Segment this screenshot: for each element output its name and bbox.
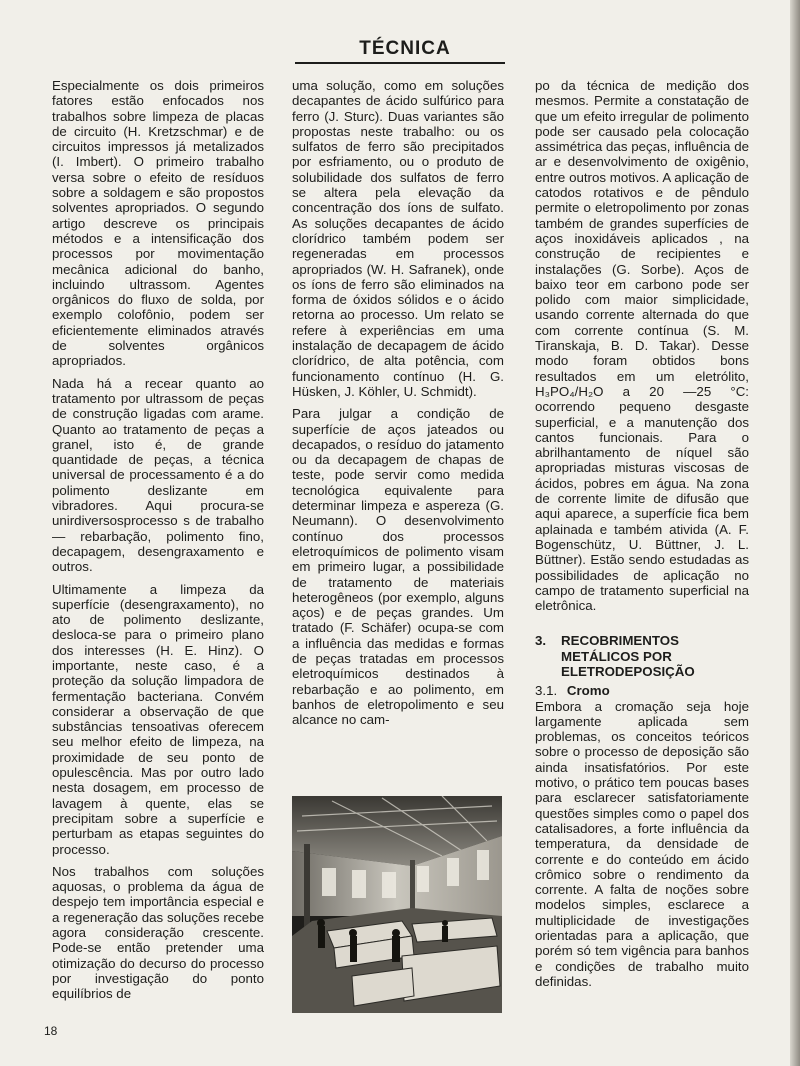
section-title: RECOBRIMENTOS METÁLICOS POR ELETRODEPOSIÇÃO: [561, 633, 695, 679]
paragraph: Ultimamente a limpeza da superfície (desengraxamento), no ato de polimento deslizante, desloca-se para o primeiro plano dos interesses (H. E. Hinz). O importante, neste caso, é a proteção da solução limpadora de fermentação bacteriana. Convém considerar a observação de que substâncias tensoativas oferecem seu melhor efeito de limpeza, na proximidade de seu ponto de opulescência. Mas por outro lado nesta dosagem, em processo de lavagem à quente, elas se precipitam sobre a superfície e perturbam as etapas seguintes do processo.: [52, 581, 264, 857]
subsection-title: Cromo: [566, 683, 610, 699]
subsection-number: 3.1.: [535, 683, 558, 699]
factory-hall-illustration: [292, 796, 502, 1013]
header-rule: [295, 62, 505, 64]
page-number: 18: [44, 1024, 58, 1038]
paragraph: po da técnica de medição dos mesmos. Permite a constatação de que um efeito irregular de polimento pode ser causado pela colocação assimétrica das peças, influência de ar e desenvolvimento de oxigênio, entre outros motivos. A aplicação de catodos rotativos e de pêndulo permite o eletropolimento por zonas também de grandes superfícies de aços inoxidáveis aplicados , na construção de recipientes e instalações (G. Sorbe). Aços de baixo teor em carbono pode ser polido com maior simplicidade, usando corrente alternada do que com corrente contínua (S. M. Tiranskaja, B. D. Takar). Desse modo foram obtidos bons resultados em um eletrólito, H₃PO₄/H₂O a 20 —25 °C: ocorrendo pequeno desgaste superficial, e a manutenção dos cantos funcionais. Para o abrilhantamento de níquel são apropriadas misturas viscosas de ácidos, pobres em água. Na zona de corrente limite de difusão que aqui aparece, a superfície fica bem aplainada e também ativida (A. F. Bogenschütz, U. Büttner, J. L. Büttner). Estão sendo estudadas as possibilidades de aplicação no campo de tratamento superficial na eletrônica.: [535, 78, 749, 614]
section-header-title: TÉCNICA: [359, 38, 451, 59]
paragraph: Embora a cromação seja hoje largamente aplicada sem problemas, os conceitos teóricos sobre o processo de deposição são ainda insatisfatórios. Por este motivo, o prático tem poucas bases para esclarecer satisfatoriamente questões simples como o papel dos catalisadores, a forte influência da temperatura, da densidade de corrente e do conteúdo em ácido crômico sobre o rendimento da corrente. A falta de noções sobre modelos simples, esclarece a multiplicidade de investigações orientadas para a aplicação, que porém só tem vigência para banhos e condições de trabalho muito definidas.: [535, 698, 749, 989]
paragraph: Especialmente os dois primeiros fatores estão enfocados nos trabalhos sobre limpeza de placas de circuito (H. Kretzschmar) e de circuitos impressos já metalizados (I. Imbert). O primeiro trabalho versa sobre o efeito de resíduos sobre a soldagem e são propostos solventes apropriados. O segundo artigo descreve os principais métodos e a intensificação dos processos por movimentação mecânica adicional do banho, incluindo ultrassom. Agentes orgânicos do fluxo de solda, por exemplo colofônio, podem ser eficientemente eliminados através de solventes orgânicos apropriados.: [52, 78, 264, 369]
factory-photo: [292, 796, 502, 1013]
text-column-3: [535, 78, 749, 996]
paragraph: uma solução, como em soluções decapantes de ácido sulfúrico para ferro (J. Sturc). Duas variantes são propostas neste trabalho: ou os sulfatos de ferro são precipitados por esfriamento, ou o produto de solubilidade dos sulfatos de ferro se altera pela elevação da concentração dos íons de sulfato. As soluções decapantes de ácido clorídrico também podem ser regeneradas em processos apropriados (W. H. Safranek), onde os íons de ferro são eliminados na forma de óxidos sólidos e o ácido retorna ao processo. Um relato se refere à experiências em uma instalação de decapagem de ácido clorídrico, de alta potência, com funcionamento contínuo (H. G. Hüsken, J. Köhler, U. Schmidt).: [292, 78, 504, 399]
text-column-1: [52, 78, 264, 1009]
page-edge-shadow: [790, 0, 800, 1066]
section-number: 3.: [535, 633, 547, 649]
paragraph: Nos trabalhos com soluções aquosas, o problema da água de despejo tem importância especial e a regeneração das soluções recebe agora consideração crescente. Pode-se então pretender uma otimização do decurso do processo por investigação do ponto equilíbrios de: [52, 863, 264, 1002]
paragraph: Nada há a recear quanto ao tratamento por ultrassom de peças de construção ligadas com arame. Quanto ao tratamento de peças a granel, isto é, de grande quantidade de peças, a técnica universal de processamento é a do polimento deslizante em vibradores. Aqui procura-se unirdiversosprocesso s de trabalho — rebarbação, polimento fino, decapagem, desengraxamento e outros.: [52, 375, 264, 575]
paragraph: Para julgar a condição de superfície de aços jateados ou decapados, o resíduo do jatamento ou da decapagem de chapas de teste, pode servir como medida tecnológica equivalente para determinar limpeza e aspereza (G. Neumann). O desenvolvimento contínuo dos processos eletroquímicos de polimento visam em primeiro lugar, a possibilidade de tratamento de materiais heterogêneos (por exemplo, alguns aços) e de peças grandes. Um tratado (F. Schäfer) ocupa-se com a influência das medidas e formas de peças tratadas em processos eletroquímicos destinados à rebarbação e ao polimento, em banhos de eletropolimento e seu alcance no cam-: [292, 406, 504, 728]
section-heading: [535, 633, 749, 679]
text-column-2: [292, 78, 504, 734]
subsection-heading: [535, 683, 749, 698]
